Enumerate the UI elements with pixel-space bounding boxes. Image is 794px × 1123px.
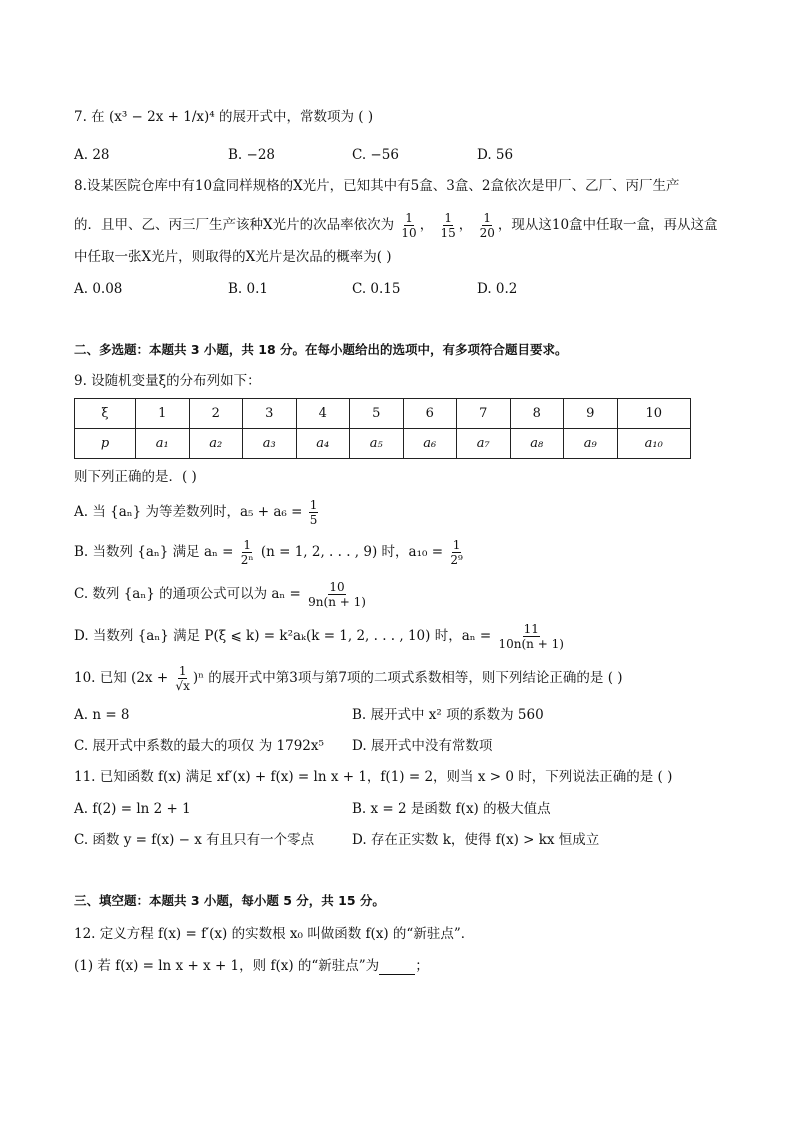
- table-cell: 1: [136, 399, 190, 429]
- question-12-sub-1: (1) 若 f(x) = ln x + x + 1，则 f(x) 的“新驻点”为 ；: [74, 958, 429, 974]
- table-cell: a₅: [350, 429, 404, 459]
- table-cell: 3: [243, 399, 297, 429]
- fraction: $\frac{1}{5}$: [309, 498, 318, 527]
- question-10-option-b: B. 展开式中 x² 项的系数为 560: [352, 707, 544, 723]
- question-9-option-d: D. 当数列 {aₙ} 满足 P(ξ ⩽ k) = k²aₖ(k = 1, 2, . . . , 10) 时，aₙ = $\frac{11}{10n(n + 1)}$: [74, 622, 564, 651]
- question-8-option-c: C. 0.15: [352, 281, 401, 297]
- question-8-line-1: [74, 177, 679, 195]
- question-11-option-b: B. x = 2 是函数 f(x) 的极大值点: [352, 801, 551, 817]
- question-7: [74, 108, 373, 126]
- question-7-option-c: C. −56: [352, 147, 399, 163]
- table-cell: 9: [564, 399, 618, 429]
- fraction: $\frac{10}{9n(n + 1)}$: [308, 580, 366, 609]
- question-7-stem: 7. 在 (x³ − 2x + 1/x)⁴ 的展开式中，常数项为 ( ): [74, 109, 374, 125]
- table-cell: a₉: [564, 429, 618, 459]
- question-9-option-a: A. 当 {aₙ} 为等差数列时，a₅ + a₆ = $\frac{1}{5}$: [74, 498, 318, 527]
- question-8-text-2: 的．且甲、乙、丙三厂生产该种X光片的次品率依次为: [74, 217, 395, 233]
- question-9-after: 则下列正确的是．( ): [74, 469, 197, 485]
- table-cell: a₈: [510, 429, 564, 459]
- question-12-stem: 12. 定义方程 f(x) = f′(x) 的实数根 x₀ 叫做函数 f(x) 的“新驻点”．: [74, 926, 475, 942]
- question-10-option-d: D. 展开式中没有常数项: [352, 738, 493, 754]
- fraction: $\frac{11}{10n(n + 1)}$: [498, 622, 564, 651]
- question-8-line-2: 的．且甲、乙、丙三厂生产该种X光片的次品率依次为 $\frac{1}{10}$ ， $\frac{1}{15}$ ， $\frac{1}{20}$ ，现从这10盒中任取一盒，再从这盒: [74, 211, 718, 240]
- question-11-option-a: A. f(2) = ln 2 + 1: [74, 801, 191, 817]
- table-cell: p: [75, 429, 136, 459]
- question-8-option-a: A. 0.08: [74, 281, 123, 297]
- table-cell: 10: [617, 399, 691, 429]
- answer-blank[interactable]: [379, 960, 415, 975]
- question-11-stem: 11. 已知函数 f(x) 满足 xf′(x) + f(x) = ln x + 1，f(1) = 2，则当 x > 0 时，下列说法正确的是 ( ): [74, 769, 673, 785]
- question-10-option-a: A. n = 8: [74, 707, 130, 723]
- question-8-text-3: ，现从这10盒中任取一盒，再从这盒: [497, 217, 718, 233]
- table-cell: a₃: [243, 429, 297, 459]
- question-8-option-d: D. 0.2: [477, 281, 518, 297]
- fraction-1-20: $\frac{1}{20}$: [479, 211, 495, 240]
- fraction-1-10: $\frac{1}{10}$: [401, 211, 417, 240]
- question-9-option-c: C. 数列 {aₙ} 的通项公式可以为 aₙ = $\frac{10}{9n(n + 1)}$: [74, 580, 366, 609]
- fraction: $\frac{1}{√x}$: [175, 664, 190, 693]
- table-row: [75, 429, 691, 459]
- table-cell: 7: [457, 399, 511, 429]
- table-cell: 2: [189, 399, 243, 429]
- table-cell: 5: [350, 399, 404, 429]
- question-7-option-b: B. −28: [228, 147, 275, 163]
- question-11-option-c: C. 函数 y = f(x) − x 有且只有一个零点: [74, 832, 315, 848]
- table-cell: 6: [403, 399, 457, 429]
- table-cell: 4: [296, 399, 350, 429]
- fraction: $\frac{1}{\text{2⁹}}$: [450, 538, 463, 567]
- question-9-option-b: B. 当数列 {aₙ} 满足 aₙ = $\frac{1}{\text{2ⁿ}}$ (n = 1, 2, . . . , 9) 时，a₁₀ = $\frac{1}{\text{2⁹}}$: [74, 538, 463, 567]
- table-cell: a₇: [457, 429, 511, 459]
- question-9-stem: 9. 设随机变量ξ的分布列如下：: [74, 373, 261, 389]
- question-8-text-1: 设某医院仓库中有10盒同样规格的X光片，已知其中有5盒、3盒、2盒依次是甲厂、乙厂、丙厂生产: [86, 178, 680, 194]
- question-10-option-c: C. 展开式中系数的最大的项仅 为 1792x⁵: [74, 738, 324, 754]
- distribution-table: [74, 398, 691, 459]
- section-2-heading: 二、多选题：本题共 3 小题，共 18 分。在每小题给出的选项中，有多项符合题目要求。: [74, 342, 568, 357]
- question-8-option-b: B. 0.1: [228, 281, 268, 297]
- fraction-1-15: $\frac{1}{15}$: [440, 211, 456, 240]
- question-10-stem: 10. 已知 (2x + $\frac{1}{√x}$ )ⁿ 的展开式中第3项与第7项的二项式系数相等，则下列结论正确的是 ( ): [74, 664, 623, 693]
- table-cell: a₁: [136, 429, 190, 459]
- question-8-number: 8.: [74, 178, 87, 194]
- table-cell: ξ: [75, 399, 136, 429]
- section-3-heading: 三、填空题：本题共 3 小题，每小题 5 分，共 15 分。: [74, 893, 385, 908]
- question-7-option-d: D. 56: [477, 147, 514, 163]
- table-cell: a₂: [189, 429, 243, 459]
- question-11-option-d: D. 存在正实数 k，使得 f(x) > kx 恒成立: [352, 832, 600, 848]
- table-row: [75, 399, 691, 429]
- fraction: $\frac{1}{\text{2ⁿ}}$: [240, 538, 254, 567]
- table-cell: a₄: [296, 429, 350, 459]
- table-cell: a₁₀: [617, 429, 691, 459]
- table-cell: a₆: [403, 429, 457, 459]
- question-7-option-a: A. 28: [74, 147, 110, 163]
- table-cell: 8: [510, 399, 564, 429]
- question-8-line-3: 中任取一张X光片，则取得的X光片是次品的概率为( ): [74, 249, 392, 265]
